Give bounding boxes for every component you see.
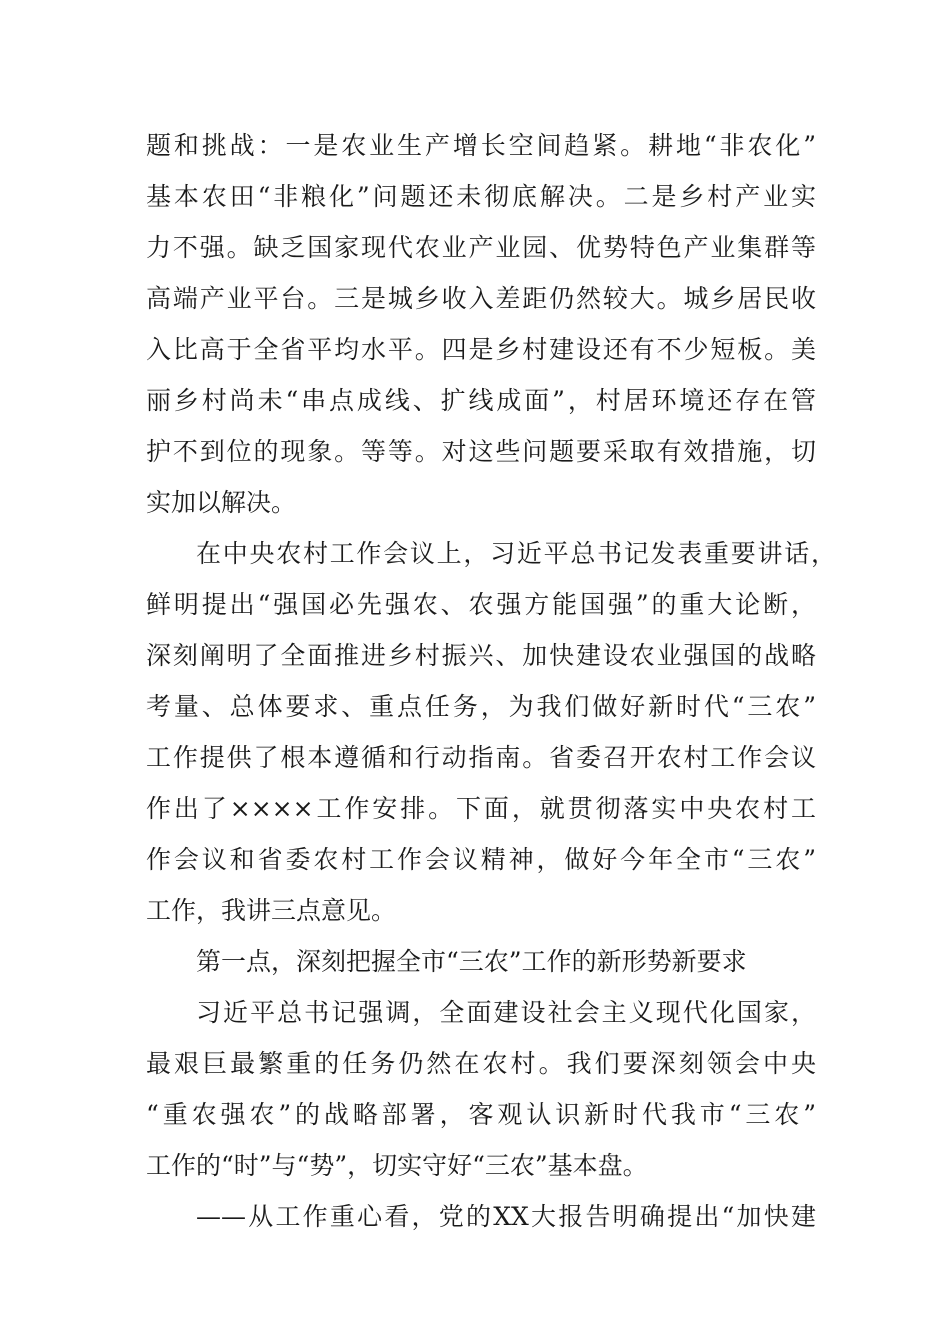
- text-line: 高端产业平台。三是城乡收入差距仍然较大。城乡居民收: [146, 284, 816, 313]
- text-line: 工作提供了根本遵循和行动指南。省委召开农村工作会议: [146, 743, 816, 772]
- paragraph-first-line: ——从工作重心看，党的XX大报告明确提出“加快建: [196, 1202, 816, 1231]
- text-line: 实加以解决。: [146, 488, 297, 517]
- text-line: 鲜明提出“强国必先强农、农强方能国强”的重大论断，: [146, 590, 816, 619]
- text-line: 力不强。缺乏国家现代农业产业园、优势特色产业集群等: [146, 233, 816, 262]
- text-line: 丽乡村尚未“串点成线、扩线成面”，村居环境还存在管: [146, 386, 816, 415]
- text-line: 工作，我讲三点意见。: [146, 896, 397, 925]
- text-line: 深刻阐明了全面推进乡村振兴、加快建设农业强国的战略: [146, 641, 816, 670]
- paragraph-first-line: 习近平总书记强调，全面建设社会主义现代化国家，: [196, 998, 816, 1027]
- text-line: “重农强农”的战略部署，客观认识新时代我市“三农”: [146, 1100, 816, 1129]
- text-line: 工作的“时”与“势”，切实守好“三农”基本盘。: [146, 1151, 648, 1180]
- text-line: 最艰巨最繁重的任务仍然在农村。我们要深刻领会中央: [146, 1049, 816, 1078]
- section-heading: 第一点，深刻把握全市“三农”工作的新形势新要求: [196, 947, 747, 976]
- text-line: 护不到位的现象。等等。对这些问题要采取有效措施，切: [146, 437, 816, 466]
- text-line: 作会议和省委农村工作会议精神，做好今年全市“三农”: [146, 845, 816, 874]
- text-line: 考量、总体要求、重点任务，为我们做好新时代“三农”: [146, 692, 816, 721]
- text-line: 作出了××××工作安排。下面，就贯彻落实中央农村工: [146, 794, 816, 823]
- text-line: 基本农田“非粮化”问题还未彻底解决。二是乡村产业实: [146, 182, 816, 211]
- text-line: 入比高于全省平均水平。四是乡村建设还有不少短板。美: [146, 335, 816, 364]
- paragraph-first-line: 在中央农村工作会议上，习近平总书记发表重要讲话，: [196, 539, 836, 568]
- text-line: 题和挑战：一是农业生产增长空间趋紧。耕地“非农化”: [146, 131, 816, 160]
